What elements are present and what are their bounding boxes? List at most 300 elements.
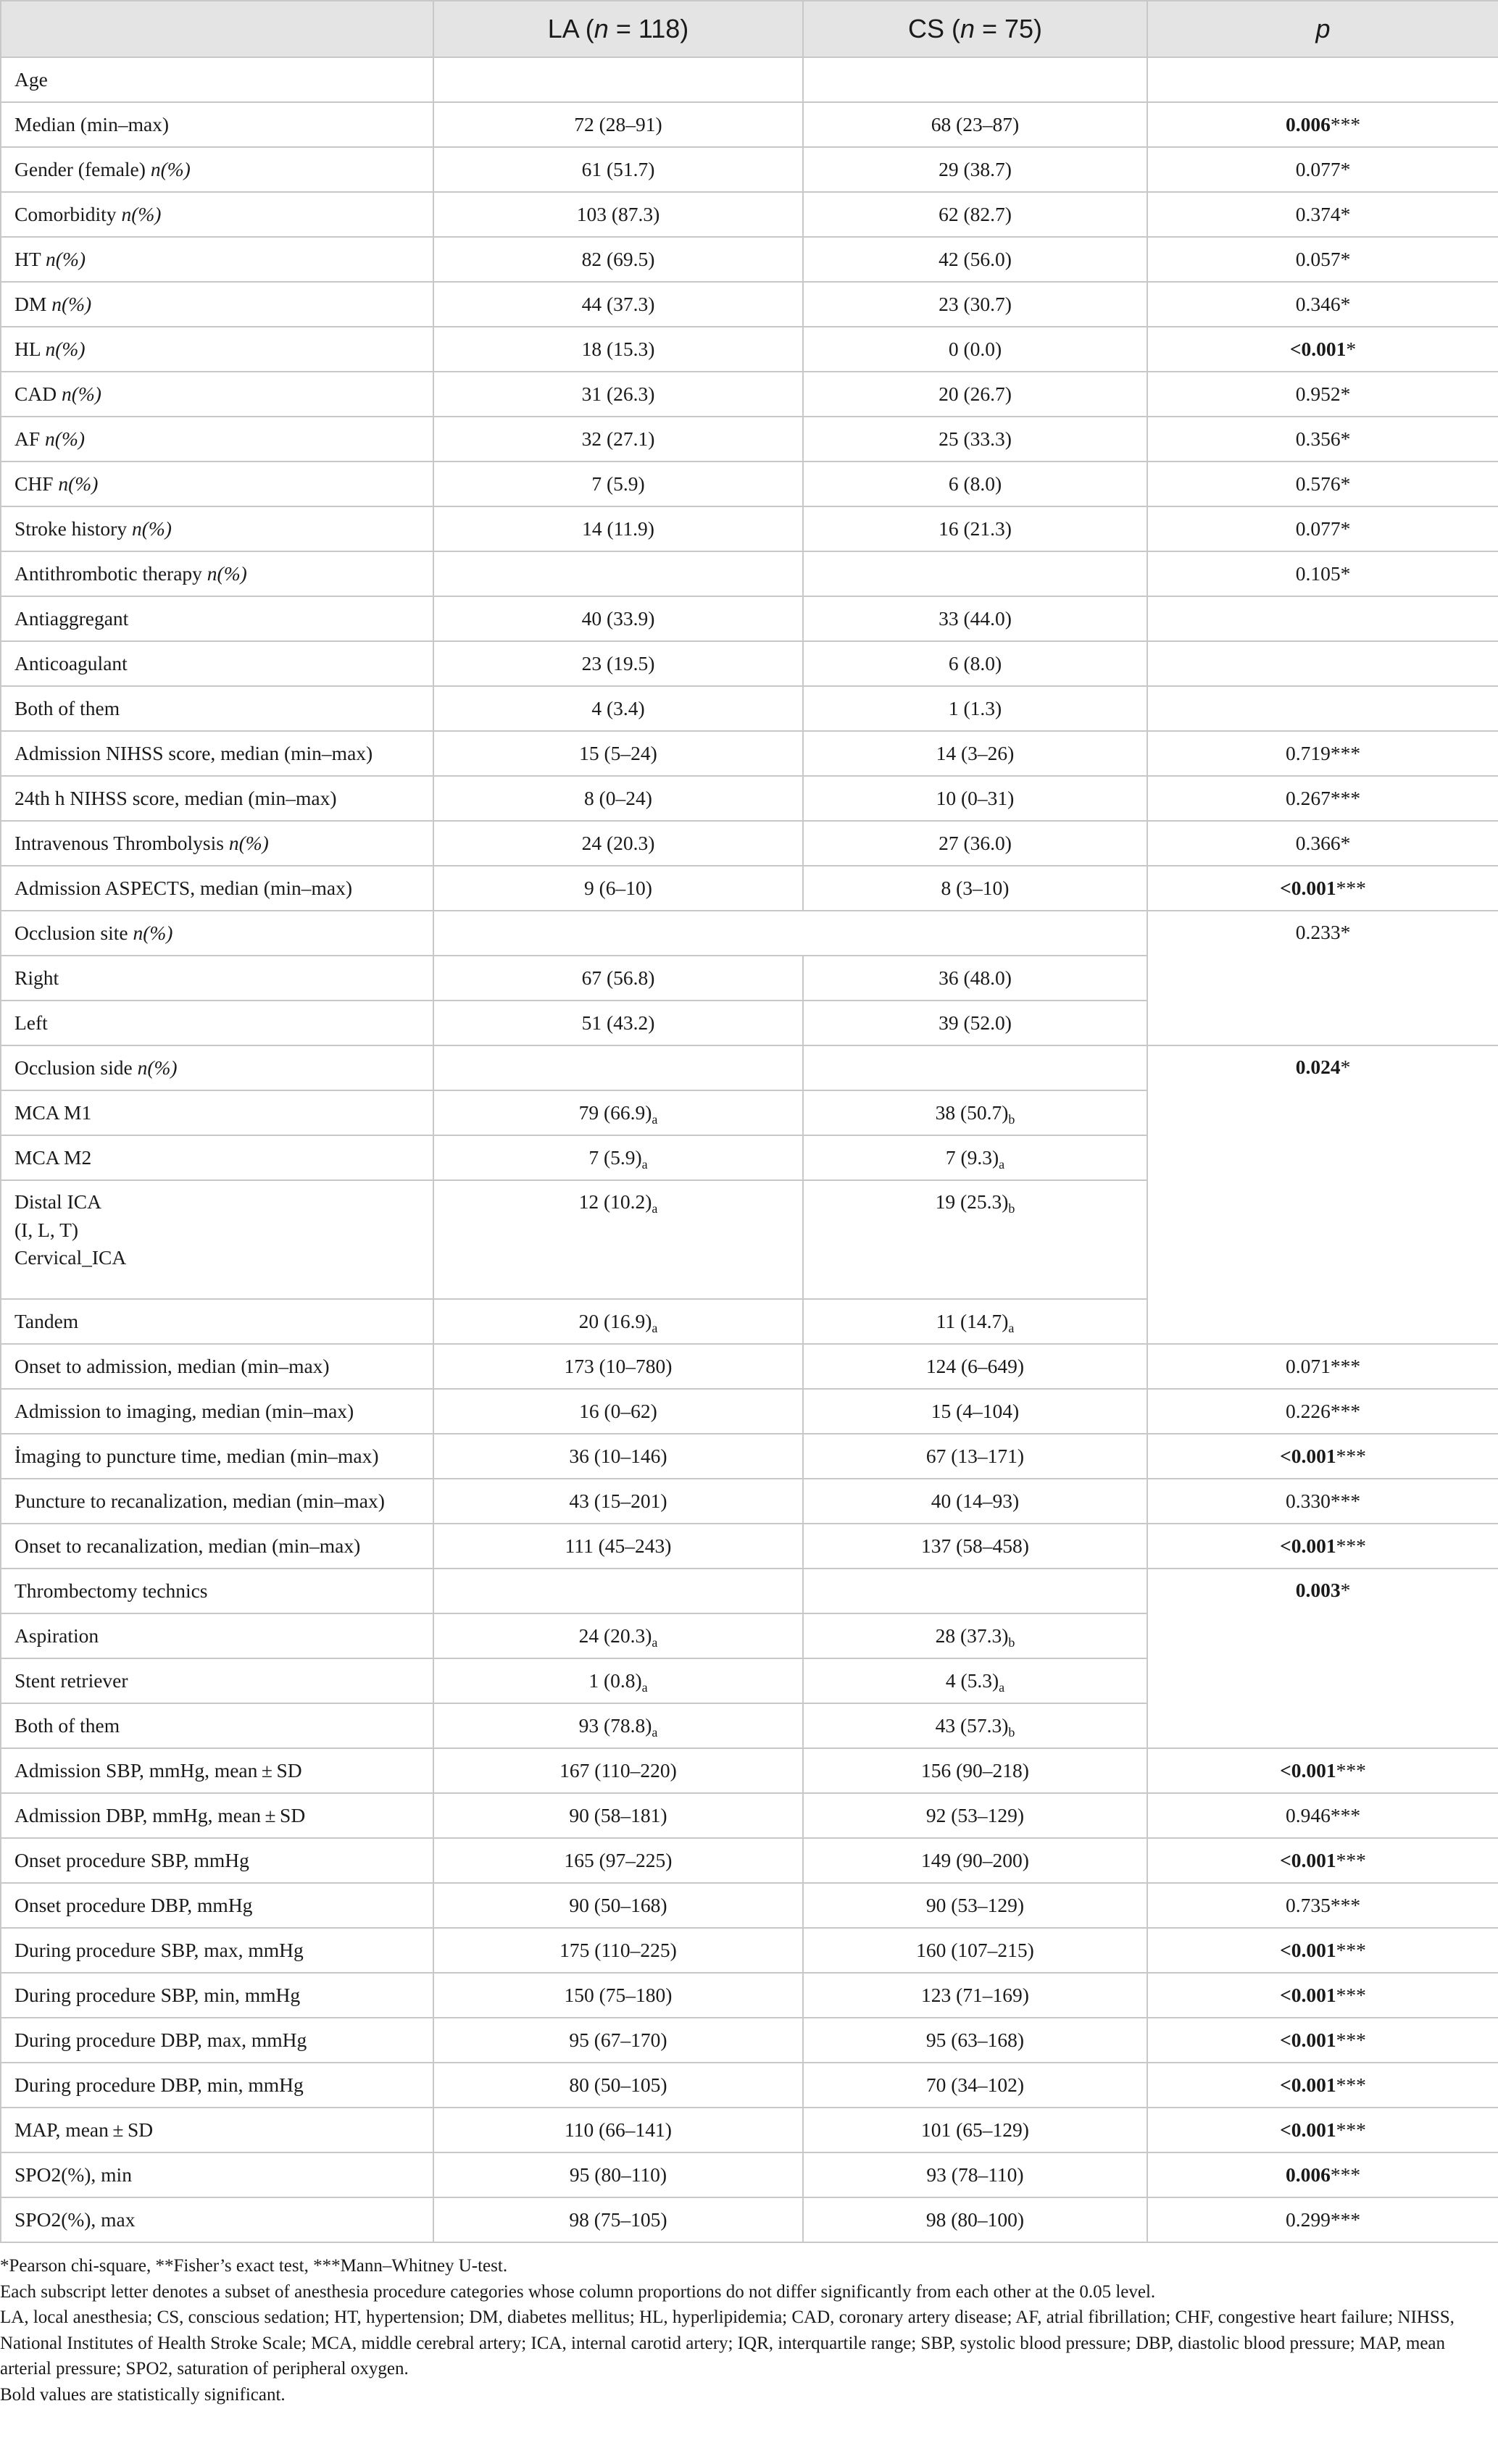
value-la [433,596,803,641]
p-test-mark: *** [1330,2208,1361,2231]
value-cs-value: 23 (30.7) [939,292,1012,315]
table-row [1,237,1498,282]
p-value: <0.001 [1280,1758,1336,1782]
value-cs-value: 1 (1.3) [948,696,1002,719]
row-label [1,2018,433,2063]
value-la [433,1479,803,1524]
p-value: 0.330 [1285,1489,1331,1512]
row-label-text: During procedure SBP, max, mmHg [14,1938,304,1961]
p-value: <0.001 [1280,2028,1336,2051]
table-row [1,641,1498,686]
value-la-value: 14 (11.9) [582,517,654,540]
value-la [433,551,803,596]
row-label [1,327,433,372]
value-la-value: 93 (78.8) [578,1713,652,1737]
value-la [433,327,803,372]
row-label-text: Occlusion site [14,921,133,944]
value-cs [803,57,1147,102]
value-cs [803,1434,1147,1479]
value-la [433,866,803,911]
row-label [1,2197,433,2242]
value-cs-value: 15 (4–104) [931,1399,1020,1422]
p-value: 0.071 [1285,1354,1331,1377]
value-p [1147,1569,1498,1748]
row-label [1,1524,433,1569]
value-la [433,417,803,462]
value-la-value: 90 (50–168) [569,1893,667,1916]
footnote-line: LA, local anesthesia; CS, conscious sedation; HT, hypertension; DM, diabetes mellitus; HL, hyperlipidemia; CAD, coronary artery disease; AF, atrial fibrillation; CHF, congestive heart failure; NIHSS, National Institutes of Health Stroke Scale; MCA, middle cerebral artery; ICA, internal carotid artery; IQR, interquartile range; SBP, systolic blood pressure; DBP, diastolic blood pressure; MAP, mean arterial pressure; SPO2, saturation of peripheral oxygen. [0,2308,1455,2379]
row-label-text: Thrombectomy technics [14,1579,208,1602]
value-cs [803,1524,1147,1569]
value-cs-subscript: b [1008,1111,1015,1127]
row-label-unit: n(%) [137,1056,178,1079]
value-la [433,2197,803,2242]
value-p [1147,282,1498,327]
value-cs-value: 156 (90–218) [921,1758,1029,1782]
row-label [1,1703,433,1748]
value-la-value: 175 (110–225) [559,1938,677,1961]
p-value: <0.001 [1280,1444,1336,1467]
row-label [1,731,433,776]
row-label-text: CHF [14,472,59,495]
p-value: <0.001 [1280,876,1336,899]
p-test-mark: * [1340,921,1351,943]
p-test-mark: *** [1336,2118,1366,2141]
table-row [1,776,1498,821]
value-la-value: 32 (27.1) [581,427,655,450]
value-la [433,1569,803,1613]
table-row [1,2152,1498,2197]
value-p [1147,1434,1498,1479]
value-cs [803,1613,1147,1658]
value-p [1147,1748,1498,1793]
row-label [1,911,433,956]
p-value: 0.024 [1295,1056,1341,1078]
row-label-text: Stent retriever [14,1669,128,1692]
p-value: <0.001 [1280,1938,1336,1961]
value-la [433,1135,803,1180]
value-la-value: 43 (15–201) [569,1489,667,1512]
row-label [1,1838,433,1883]
table-header [1,1,1498,57]
value-cs [803,192,1147,237]
table-row [1,2018,1498,2063]
table-footnotes [0,2243,1498,2407]
row-label-text: MAP, mean ± SD [14,2118,154,2141]
table-row [1,1524,1498,1569]
row-label-text: 24th h NIHSS score, median (min–max) [14,786,337,809]
value-p [1147,821,1498,866]
table-row [1,911,1498,956]
row-label-text: AF [14,427,46,450]
value-cs [803,1389,1147,1434]
value-cs-value: 20 (26.7) [939,382,1012,405]
table-row [1,2197,1498,2242]
value-la-value: 40 (33.9) [581,606,655,630]
table-row [1,596,1498,641]
row-label [1,102,433,147]
value-cs-value: 149 (90–200) [921,1848,1029,1871]
value-cs-value: 8 (3–10) [941,876,1010,899]
row-label-line: Cervical_ICA [14,1246,127,1269]
value-la-value: 36 (10–146) [569,1444,667,1467]
value-p [1147,866,1498,911]
value-cs [803,1658,1147,1703]
value-cs [803,866,1147,911]
value-cs [803,102,1147,147]
value-cs-value: 93 (78–110) [926,2163,1024,2186]
row-label-unit: n(%) [58,472,99,495]
row-label-unit: n(%) [150,157,191,180]
value-la-value: 98 (75–105) [569,2208,667,2231]
value-cs [803,1180,1147,1299]
value-la-value: 110 (66–141) [565,2118,672,2141]
row-label [1,1928,433,1973]
p-test-mark: * [1340,382,1351,405]
value-cs-subscript: a [1008,1320,1015,1335]
p-test-mark: *** [1330,1354,1361,1377]
value-cs [803,686,1147,731]
value-la [433,282,803,327]
table-row [1,821,1498,866]
value-cs [803,2197,1147,2242]
row-label [1,551,433,596]
p-value: 0.946 [1285,1803,1331,1826]
header-cs-n: n [960,14,975,43]
value-cs-value: 39 (52.0) [939,1011,1012,1034]
row-label-text: Admission DBP, mmHg, mean ± SD [14,1803,306,1826]
value-cs-value: 160 (107–215) [916,1938,1034,1961]
value-cs-value: 101 (65–129) [921,2118,1029,2141]
value-cs [803,731,1147,776]
table-row [1,1045,1498,1090]
value-la-subscript: a [641,1679,648,1695]
value-p [1147,2108,1498,2152]
value-cs-value: 11 (14.7) [936,1309,1009,1332]
p-test-mark: *** [1336,1848,1366,1871]
value-cs-value: 7 (9.3) [945,1145,999,1169]
table-body [1,57,1498,2242]
row-label-line: Distal ICA [14,1190,101,1213]
row-label-unit: n(%) [61,382,101,405]
row-label-text: Onset to admission, median (min–max) [14,1354,330,1377]
value-p [1147,1973,1498,2018]
value-p [1147,2152,1498,2197]
row-label [1,1045,433,1090]
table-row [1,327,1498,372]
value-cs [803,1344,1147,1389]
row-label-unit: n(%) [51,292,92,315]
row-label-text: Antiaggregant [14,606,129,630]
row-label-text: Occlusion side [14,1056,138,1079]
value-p [1147,911,1498,1045]
row-label-text: Intravenous Thrombolysis [14,831,229,854]
p-value: <0.001 [1280,2073,1336,2096]
value-p [1147,147,1498,192]
p-test-mark: *** [1336,1983,1366,2006]
value-la [433,372,803,417]
p-value: 0.077 [1295,157,1341,180]
p-test-mark: *** [1330,786,1361,809]
value-la-value: 9 (6–10) [584,876,652,899]
table-row [1,1928,1498,1973]
row-label-text: Admission ASPECTS, median (min–max) [14,876,352,899]
row-label [1,417,433,462]
table-row [1,866,1498,911]
row-label [1,2152,433,2197]
row-label [1,686,433,731]
row-label [1,1748,433,1793]
table-row [1,1838,1498,1883]
row-label [1,282,433,327]
table-row [1,462,1498,506]
value-cs-value: 124 (6–649) [925,1354,1025,1377]
value-la-value: 95 (67–170) [569,2028,667,2051]
value-cs-value: 27 (36.0) [939,831,1012,854]
value-cs-value: 90 (53–129) [925,1893,1025,1916]
header-la-suffix: = 118) [608,14,689,43]
row-label [1,956,433,1001]
p-test-mark: * [1340,472,1351,495]
value-la [433,462,803,506]
value-cs [803,2108,1147,2152]
value-cs [803,282,1147,327]
value-cs-value: 0 (0.0) [948,337,1002,360]
value-la-value: 4 (3.4) [591,696,645,719]
row-label [1,57,433,102]
p-test-mark: * [1340,517,1351,540]
value-p [1147,1389,1498,1434]
header-variable [1,1,433,57]
value-cs [803,1045,1147,1090]
value-la [433,1658,803,1703]
row-label-text: Median (min–max) [14,112,170,135]
value-la-value: 80 (50–105) [569,2073,667,2096]
row-label [1,506,433,551]
value-la [433,686,803,731]
p-value: <0.001 [1280,1848,1336,1871]
table-row [1,147,1498,192]
table-row [1,1883,1498,1928]
value-p [1147,641,1498,686]
value-p [1147,2063,1498,2108]
value-cs-value: 14 (3–26) [936,741,1015,764]
value-p [1147,1793,1498,1838]
row-label-text: Onset procedure DBP, mmHg [14,1893,253,1916]
value-cs-value: 29 (38.7) [939,157,1012,180]
table-row [1,1793,1498,1838]
row-label-text: DM [14,292,52,315]
row-label-text: HL [14,337,46,360]
p-test-mark: *** [1330,1489,1361,1512]
value-cs-value: 40 (14–93) [931,1489,1020,1512]
row-label-unit: n(%) [45,337,86,360]
value-la [433,1703,803,1748]
row-label [1,1569,433,1613]
table-row [1,1479,1498,1524]
value-cs-value: 36 (48.0) [939,966,1012,989]
row-label [1,237,433,282]
row-label [1,1389,433,1434]
row-label [1,462,433,506]
value-la [433,2152,803,2197]
value-cs-subscript: a [999,1156,1005,1172]
value-cs [803,1479,1147,1524]
value-cs-value: 28 (37.3) [935,1624,1009,1647]
table-row [1,417,1498,462]
value-la [433,1838,803,1883]
value-la-value: 173 (10–780) [564,1354,673,1377]
value-la [433,731,803,776]
value-la-value: 111 (45–243) [565,1534,672,1557]
row-label-text: Admission SBP, mmHg, mean ± SD [14,1758,302,1782]
p-value: <0.001 [1280,1983,1336,2006]
p-test-mark: *** [1336,1534,1366,1557]
value-cs-value: 10 (0–31) [936,786,1015,809]
row-label-text: MCA M2 [14,1145,92,1169]
value-p [1147,57,1498,102]
header-cs-prefix: CS ( [907,14,960,43]
row-label-text: Stroke history [14,517,132,540]
value-la-value: 51 (43.2) [581,1011,655,1034]
p-value: 0.719 [1285,741,1331,764]
p-value: 0.006 [1285,112,1331,135]
row-label-text: Age [14,67,48,91]
row-label-text: Aspiration [14,1624,99,1647]
p-value: 0.006 [1285,2163,1331,2186]
value-p [1147,776,1498,821]
value-la [433,821,803,866]
p-test-mark: *** [1330,2163,1361,2186]
p-value: 0.003 [1295,1579,1341,1601]
value-la-value: 79 (66.9) [578,1101,652,1124]
value-cs-value: 6 (8.0) [948,651,1002,675]
value-p [1147,596,1498,641]
p-value: 0.105 [1295,561,1341,585]
row-label [1,1434,433,1479]
value-cs-value: 137 (58–458) [921,1534,1029,1557]
table-row [1,2108,1498,2152]
value-p [1147,417,1498,462]
row-label-text: During procedure DBP, min, mmHg [14,2073,304,2096]
value-cs-value: 38 (50.7) [935,1101,1009,1124]
value-cs-value: 70 (34–102) [925,2073,1025,2096]
row-label-unit: n(%) [121,202,162,225]
table-row [1,102,1498,147]
value-p [1147,327,1498,372]
p-value: <0.001 [1280,1534,1336,1557]
row-label [1,1793,433,1838]
table-row [1,1434,1498,1479]
value-cs [803,147,1147,192]
value-cs [803,956,1147,1001]
value-la-value: 18 (15.3) [581,337,655,360]
value-la-value: 23 (19.5) [581,651,655,675]
p-test-mark: *** [1336,1444,1366,1467]
row-label [1,641,433,686]
value-p [1147,1883,1498,1928]
value-la-value: 7 (5.9) [588,1145,642,1169]
value-la-value: 7 (5.9) [591,472,645,495]
value-la-value: 165 (97–225) [564,1848,673,1871]
table-row [1,282,1498,327]
row-label-text: Admission to imaging, median (min–max) [14,1399,354,1422]
value-cs [803,2018,1147,2063]
value-cs [803,417,1147,462]
p-value: <0.001 [1280,2118,1336,2141]
row-label-text: SPO2(%), min [14,2163,132,2186]
p-test-mark: *** [1330,741,1361,764]
p-value: 0.226 [1285,1399,1331,1422]
table-row [1,192,1498,237]
value-la [433,2108,803,2152]
table-row [1,1569,1498,1613]
value-cs-value: 6 (8.0) [948,472,1002,495]
p-value: 0.346 [1295,292,1341,315]
value-la-value: 90 (58–181) [569,1803,667,1826]
value-p [1147,2197,1498,2242]
value-p [1147,372,1498,417]
row-label [1,192,433,237]
p-test-mark: * [1346,337,1357,360]
value-p [1147,1479,1498,1524]
value-cs-value: 67 (13–171) [925,1444,1025,1467]
header-la-prefix: LA ( [547,14,594,43]
row-label [1,821,433,866]
row-label [1,1299,433,1344]
row-label [1,2108,433,2152]
value-la [433,1524,803,1569]
value-la [433,1613,803,1658]
value-la [433,1180,803,1299]
row-label [1,596,433,641]
row-label [1,2063,433,2108]
value-cs [803,1090,1147,1135]
value-p [1147,462,1498,506]
row-label-text: Onset procedure SBP, mmHg [14,1848,249,1871]
value-la-subscript: a [652,1634,658,1650]
p-test-mark: *** [1336,1758,1366,1782]
value-la [433,102,803,147]
p-test-mark: *** [1330,112,1361,135]
row-label-text: Right [14,966,59,989]
value-p [1147,102,1498,147]
value-la-value: 167 (110–220) [559,1758,677,1782]
value-p [1147,2018,1498,2063]
row-label [1,1344,433,1389]
p-test-mark: * [1340,292,1351,315]
value-la-subscript: a [652,1111,658,1127]
row-label-text: Both of them [14,696,120,719]
p-value: 0.374 [1295,202,1341,225]
value-la-value: 95 (80–110) [569,2163,667,2186]
value-cs-value: 33 (44.0) [939,606,1012,630]
p-test-mark: *** [1330,1803,1361,1826]
header-cs-suffix: = 75) [974,14,1043,43]
row-label [1,1090,433,1135]
row-label-text: Tandem [14,1309,79,1332]
table-row [1,506,1498,551]
row-label-text: Antithrombotic therapy [14,561,207,585]
row-label-text: CAD [14,382,62,405]
value-cs-value: 16 (21.3) [939,517,1012,540]
value-la-value: 61 (51.7) [581,157,655,180]
p-test-mark: *** [1336,2028,1366,2051]
p-value: <0.001 [1289,337,1347,360]
value-cs [803,1748,1147,1793]
p-test-mark: * [1340,157,1351,180]
p-value: 0.057 [1295,247,1341,270]
